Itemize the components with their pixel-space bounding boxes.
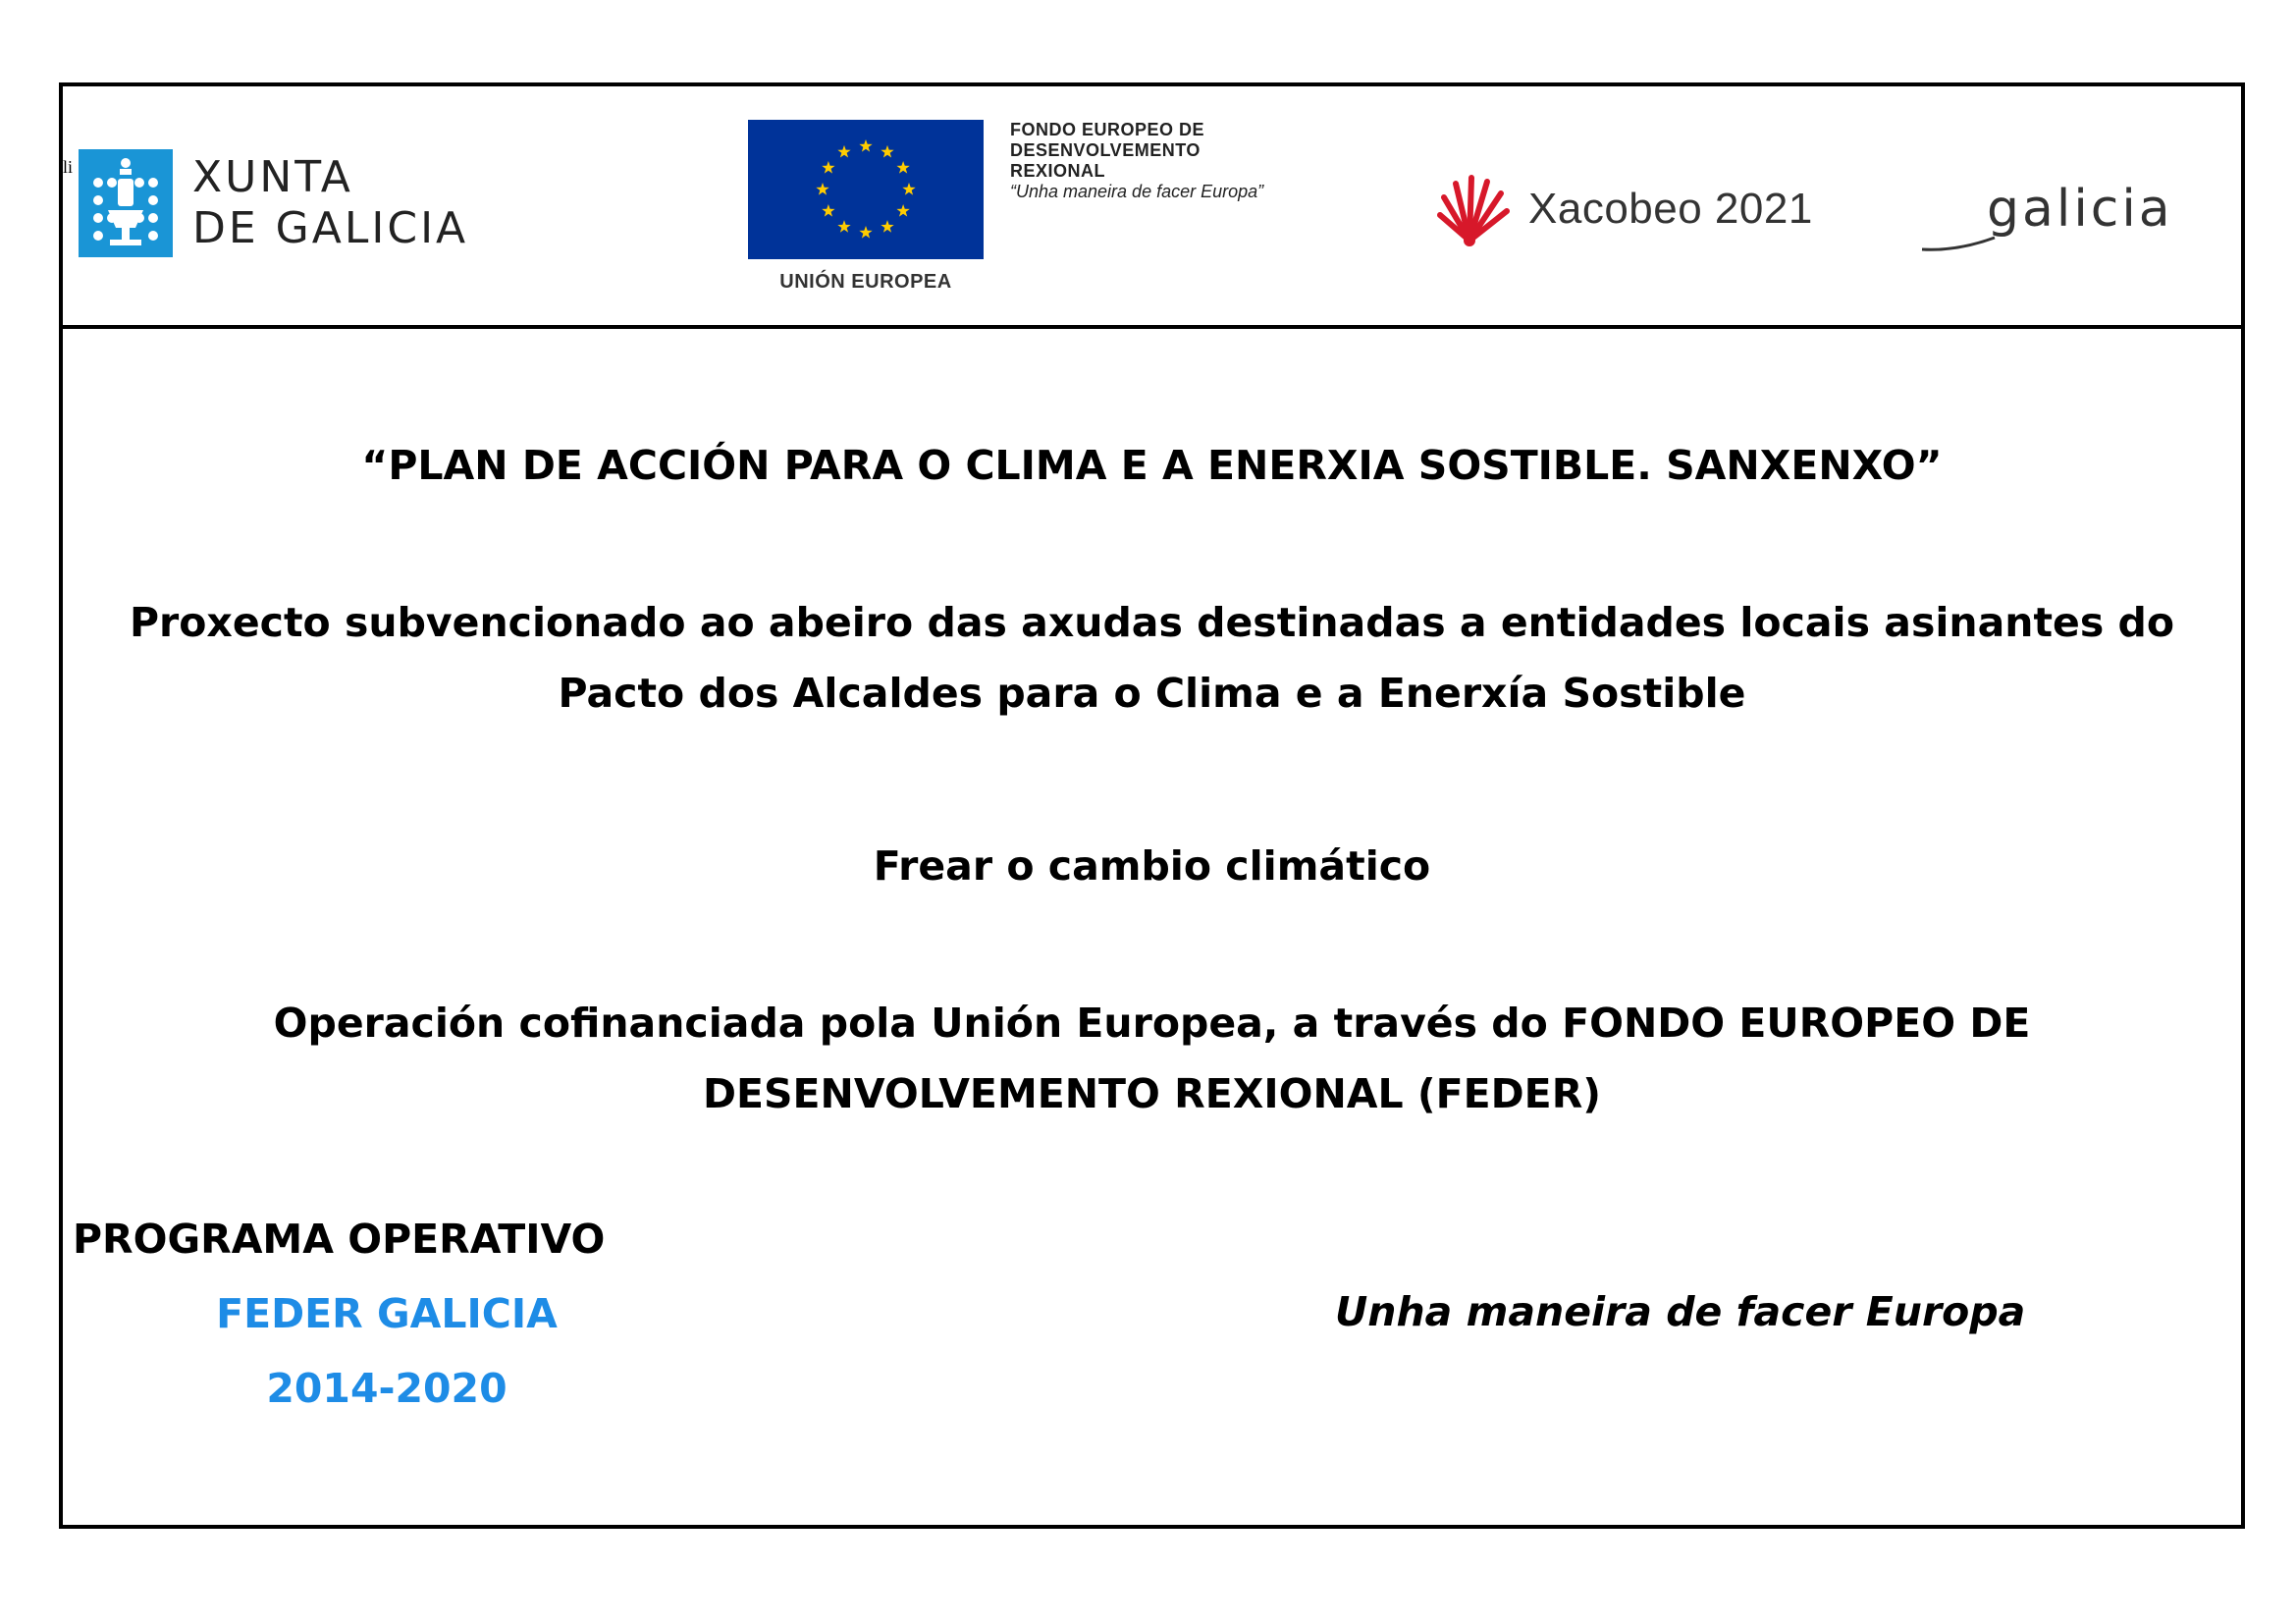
project-aim: Frear o cambio climático — [873, 842, 1431, 890]
operational-programme — [73, 1202, 701, 1426]
feder-line2: DESENVOLVEMENTO — [1010, 140, 1201, 160]
cofinancing-statement — [63, 988, 2241, 1129]
feder-line1: FONDO EUROPEO DE — [1010, 120, 1205, 139]
galicia-logo — [1918, 167, 2213, 265]
document-frame — [59, 82, 2245, 1529]
logo-band — [63, 86, 2241, 329]
programme-years: 2014-2020 — [266, 1365, 507, 1412]
feder-galicia-label: FEDER GALICIA — [216, 1290, 558, 1337]
eu-logo — [748, 120, 984, 294]
galicia-wordmark: galicia — [1987, 180, 2173, 239]
programa-label: PROGRAMA OPERATIVO — [73, 1216, 606, 1263]
stray-mark: li — [63, 157, 74, 177]
eu-motto: Unha maneira de facer Europa — [1335, 1288, 2026, 1335]
xunta-logo — [79, 149, 468, 257]
subtitle-line2: Pacto dos Alcaldes para o Clima e a Enerxía Sostible — [558, 670, 1746, 717]
xunta-line2: DE GALICIA — [192, 203, 469, 253]
project-description — [63, 587, 2241, 729]
eu-flag-icon — [748, 120, 984, 259]
cofin-line2: DESENVOLVEMENTO REXIONAL (FEDER) — [702, 1070, 1602, 1117]
cofin-line1: Operación cofinanciada pola Unión Europea, a través do FONDO EUROPEO DE — [273, 1000, 2031, 1047]
xunta-wordmark — [192, 152, 468, 254]
feder-line3: REXIONAL — [1010, 161, 1106, 181]
feder-text-block — [1010, 120, 1263, 202]
xacobeo-logo — [1430, 172, 1813, 246]
xunta-line1: XUNTA — [192, 152, 353, 202]
page-title: “PLAN DE ACCIÓN PARA O CLIMA E A ENERXIA SOSTIBLE. SANXENXO” — [361, 442, 1943, 489]
scallop-shell-icon — [1430, 172, 1511, 246]
xunta-emblem-icon — [79, 149, 173, 257]
feder-motto: “Unha maneira de facer Europa” — [1010, 182, 1264, 201]
xacobeo-wordmark: Xacobeo 2021 — [1528, 185, 1813, 233]
eu-label: UNIÓN EUROPEA — [779, 271, 952, 293]
subtitle-line1: Proxecto subvencionado ao abeiro das axudas destinadas a entidades locais asinantes do — [129, 599, 2175, 646]
